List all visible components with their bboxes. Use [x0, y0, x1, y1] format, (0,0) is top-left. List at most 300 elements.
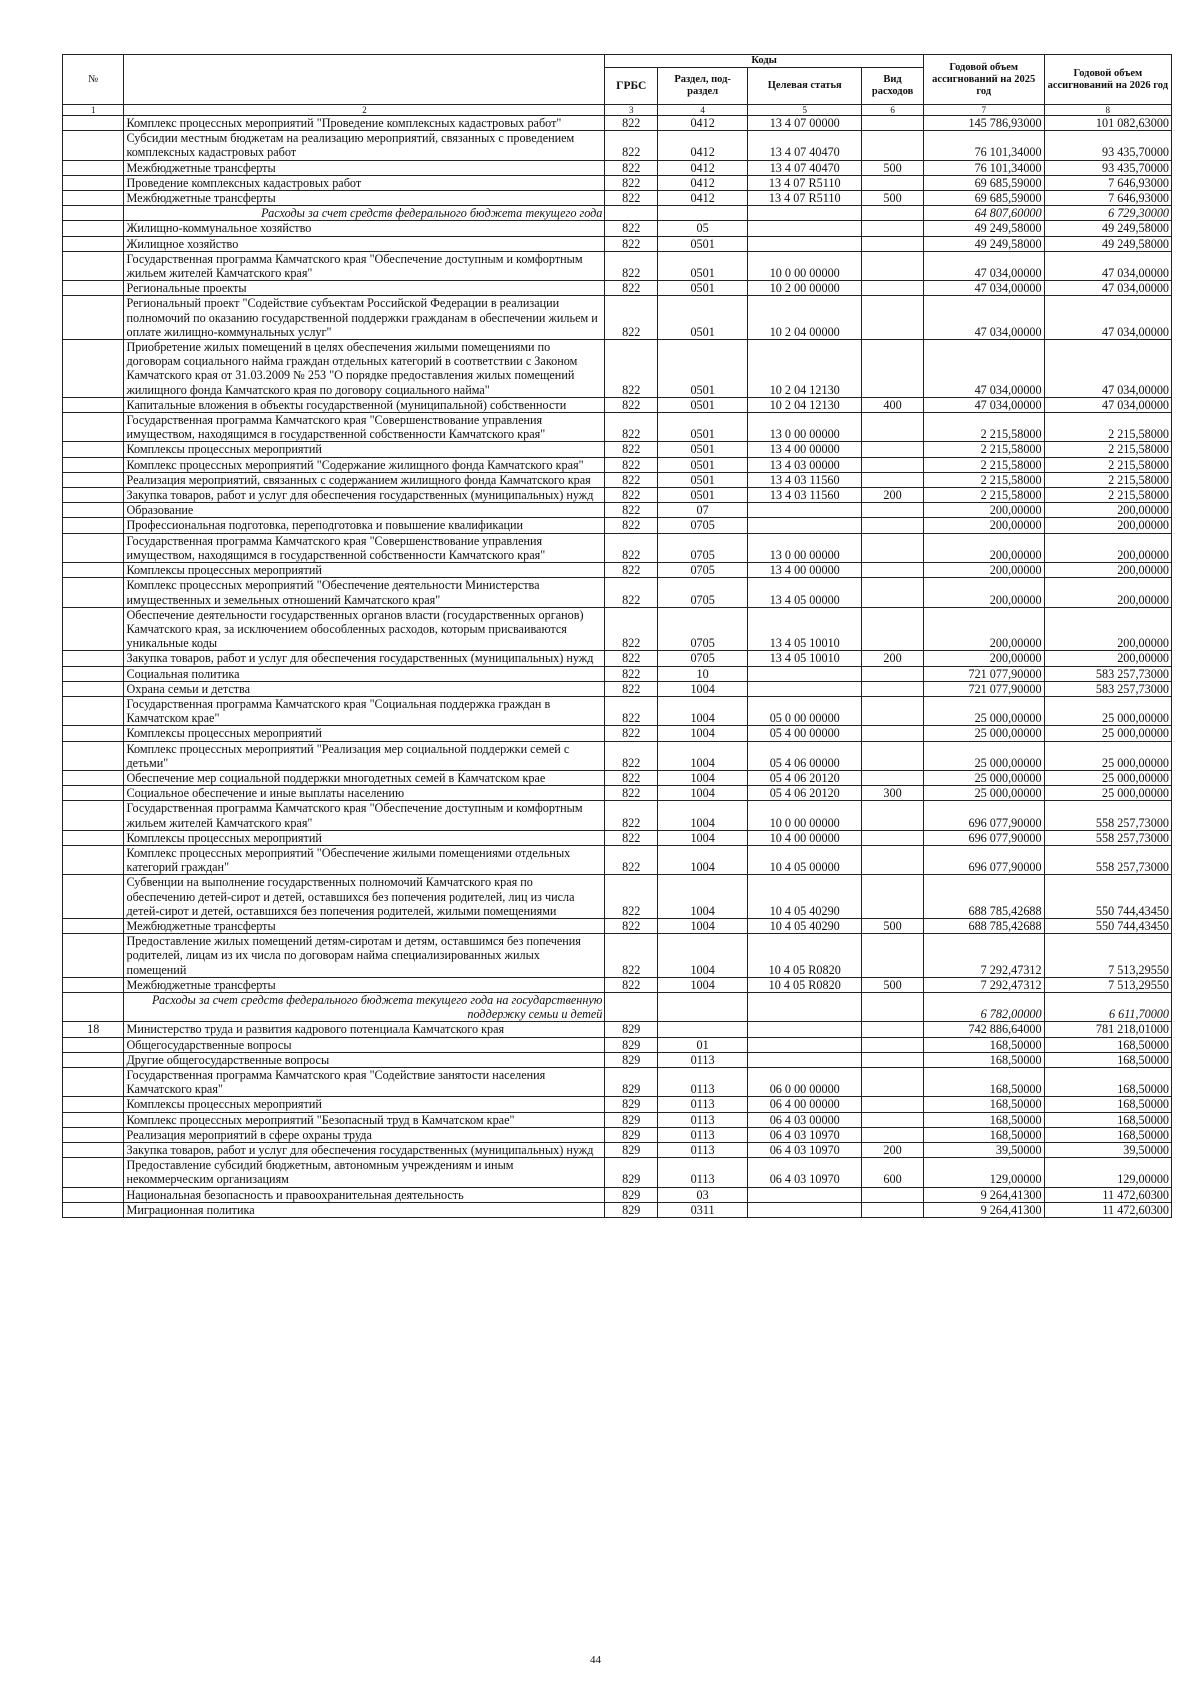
cell-amount-2025: 168,50000 — [923, 1127, 1044, 1142]
cell-number — [63, 918, 124, 933]
cell-grbs: 822 — [605, 681, 658, 696]
cell-grbs: 829 — [605, 1097, 658, 1112]
cell-razdel — [658, 1022, 748, 1037]
cell-number — [63, 457, 124, 472]
cell-expense-type — [862, 296, 923, 340]
cell-number — [63, 786, 124, 801]
cell-number — [63, 175, 124, 190]
cell-razdel: 0412 — [658, 160, 748, 175]
cell-amount-2026: 168,50000 — [1044, 1052, 1171, 1067]
cell-razdel: 10 — [658, 666, 748, 681]
cell-target-article: 10 4 05 40290 — [748, 875, 862, 919]
cell-amount-2026: 2 215,58000 — [1044, 442, 1171, 457]
cell-razdel: 0113 — [658, 1143, 748, 1158]
cell-target-article: 06 4 00 00000 — [748, 1097, 862, 1112]
cell-amount-2025: 9 264,41300 — [923, 1202, 1044, 1217]
cell-number — [63, 160, 124, 175]
cell-name: Комплексы процессных мероприятий — [124, 563, 605, 578]
table-row — [63, 116, 1172, 131]
cell-amount-2025: 49 249,58000 — [923, 236, 1044, 251]
cell-name: Субвенции на выполнение государственных полномочий Камчатского края по обеспечению детей-сирот и детей, оставшихся без попечения родителей, лиц из числа детей-сирот и детей, оставшихся без попечения родителей, жилыми помещениями — [124, 875, 605, 919]
cell-name: Государственная программа Камчатского края "Содействие занятости населения Камчатского края" — [124, 1068, 605, 1097]
cell-name: Жилищно-коммунальное хозяйство — [124, 221, 605, 236]
table-row — [63, 563, 1172, 578]
cell-amount-2025: 7 292,47312 — [923, 934, 1044, 978]
cell-name: Закупка товаров, работ и услуг для обеспечения государственных (муниципальных) нужд — [124, 488, 605, 503]
cell-number — [63, 875, 124, 919]
header-tsel: Целевая статья — [748, 68, 862, 105]
cell-grbs: 822 — [605, 845, 658, 874]
cell-razdel: 1004 — [658, 830, 748, 845]
cell-target-article — [748, 1052, 862, 1067]
cell-razdel: 1004 — [658, 977, 748, 992]
cell-expense-type: 500 — [862, 160, 923, 175]
cell-amount-2026: 25 000,00000 — [1044, 726, 1171, 741]
cell-target-article: 06 4 03 10970 — [748, 1158, 862, 1187]
cell-razdel: 0501 — [658, 488, 748, 503]
table-row — [63, 503, 1172, 518]
colnum-8: 8 — [1044, 105, 1171, 116]
cell-target-article — [748, 681, 862, 696]
cell-expense-type — [862, 1052, 923, 1067]
cell-name: Расходы за счет средств федерального бюджета текущего года — [124, 206, 605, 221]
cell-grbs: 822 — [605, 457, 658, 472]
cell-amount-2026: 2 215,58000 — [1044, 413, 1171, 442]
cell-amount-2025: 168,50000 — [923, 1097, 1044, 1112]
table-row — [63, 726, 1172, 741]
cell-name: Обеспечение мер социальной поддержки многодетных семей в Камчатском крае — [124, 770, 605, 785]
cell-amount-2026: 168,50000 — [1044, 1037, 1171, 1052]
cell-target-article: 13 4 00 00000 — [748, 442, 862, 457]
cell-razdel: 1004 — [658, 726, 748, 741]
cell-name: Межбюджетные трансферты — [124, 191, 605, 206]
cell-name: Приобретение жилых помещений в целях обеспечения жилыми помещениями по договорам социального найма граждан отдельных категорий в соответствии с Законом Камчатского края от 31.03.2009 № 253 "О порядке предоставления жилых помещений жилищного фонда Камчатского края по договору социального найма" — [124, 340, 605, 398]
cell-amount-2026: 25 000,00000 — [1044, 696, 1171, 725]
cell-amount-2026: 200,00000 — [1044, 563, 1171, 578]
cell-target-article: 10 2 00 00000 — [748, 281, 862, 296]
cell-amount-2026: 558 257,73000 — [1044, 801, 1171, 830]
cell-expense-type — [862, 830, 923, 845]
cell-number — [63, 236, 124, 251]
cell-name: Государственная программа Камчатского края "Обеспечение доступным и комфортным жильем жителей Камчатского края" — [124, 251, 605, 280]
cell-expense-type: 500 — [862, 977, 923, 992]
table-row — [63, 666, 1172, 681]
cell-target-article: 10 2 04 00000 — [748, 296, 862, 340]
cell-razdel: 1004 — [658, 918, 748, 933]
cell-amount-2025: 39,50000 — [923, 1143, 1044, 1158]
cell-expense-type — [862, 175, 923, 190]
cell-amount-2026: 11 472,60300 — [1044, 1202, 1171, 1217]
cell-amount-2026: 2 215,58000 — [1044, 472, 1171, 487]
colnum-3: 3 — [605, 105, 658, 116]
cell-number — [63, 503, 124, 518]
cell-grbs: 829 — [605, 1158, 658, 1187]
table-row — [63, 457, 1172, 472]
cell-name: Межбюджетные трансферты — [124, 977, 605, 992]
cell-amount-2026: 6 611,70000 — [1044, 992, 1171, 1021]
table-body — [63, 116, 1172, 1218]
cell-number — [63, 563, 124, 578]
cell-grbs: 822 — [605, 296, 658, 340]
cell-razdel: 03 — [658, 1187, 748, 1202]
cell-name: Закупка товаров, работ и услуг для обеспечения государственных (муниципальных) нужд — [124, 651, 605, 666]
cell-grbs: 822 — [605, 934, 658, 978]
cell-amount-2025: 200,00000 — [923, 503, 1044, 518]
cell-grbs: 829 — [605, 1037, 658, 1052]
table-row — [63, 221, 1172, 236]
cell-expense-type — [862, 875, 923, 919]
table-row — [63, 578, 1172, 607]
cell-expense-type: 500 — [862, 191, 923, 206]
header-column-numbers — [63, 105, 1172, 116]
table-row — [63, 340, 1172, 398]
cell-name: Проведение комплексных кадастровых работ — [124, 175, 605, 190]
table-row — [63, 786, 1172, 801]
cell-target-article — [748, 1022, 862, 1037]
cell-amount-2025: 6 782,00000 — [923, 992, 1044, 1021]
cell-target-article: 10 2 04 12130 — [748, 340, 862, 398]
table-row — [63, 1202, 1172, 1217]
cell-name: Жилищное хозяйство — [124, 236, 605, 251]
cell-grbs: 822 — [605, 801, 658, 830]
cell-name: Социальная политика — [124, 666, 605, 681]
cell-amount-2026: 550 744,43450 — [1044, 875, 1171, 919]
cell-amount-2026: 93 435,70000 — [1044, 131, 1171, 160]
cell-amount-2026: 550 744,43450 — [1044, 918, 1171, 933]
cell-amount-2025: 47 034,00000 — [923, 251, 1044, 280]
cell-number — [63, 296, 124, 340]
cell-amount-2025: 200,00000 — [923, 533, 1044, 562]
cell-razdel: 0501 — [658, 413, 748, 442]
cell-razdel: 1004 — [658, 845, 748, 874]
cell-expense-type — [862, 607, 923, 651]
cell-amount-2026: 6 729,30000 — [1044, 206, 1171, 221]
table-row — [63, 472, 1172, 487]
cell-razdel: 1004 — [658, 786, 748, 801]
cell-name: Министерство труда и развития кадрового потенциала Камчатского края — [124, 1022, 605, 1037]
colnum-7: 7 — [923, 105, 1044, 116]
cell-amount-2026: 39,50000 — [1044, 1143, 1171, 1158]
cell-number — [63, 1158, 124, 1187]
table-row — [63, 934, 1172, 978]
cell-amount-2025: 7 292,47312 — [923, 977, 1044, 992]
cell-name: Государственная программа Камчатского края "Обеспечение доступным и комфортным жильем жителей Камчатского края" — [124, 801, 605, 830]
table-row — [63, 296, 1172, 340]
cell-target-article: 10 4 05 40290 — [748, 918, 862, 933]
cell-target-article: 13 4 05 10010 — [748, 607, 862, 651]
cell-target-article: 13 4 03 11560 — [748, 472, 862, 487]
cell-amount-2026: 2 215,58000 — [1044, 457, 1171, 472]
cell-amount-2026: 781 218,01000 — [1044, 1022, 1171, 1037]
cell-target-article — [748, 1037, 862, 1052]
cell-target-article — [748, 206, 862, 221]
cell-number — [63, 533, 124, 562]
cell-amount-2026: 47 034,00000 — [1044, 281, 1171, 296]
cell-grbs: 822 — [605, 221, 658, 236]
cell-grbs: 822 — [605, 503, 658, 518]
cell-number — [63, 1187, 124, 1202]
cell-grbs: 822 — [605, 786, 658, 801]
header-year-2026: Годовой объем ассигнований на 2026 год — [1044, 55, 1171, 105]
cell-amount-2026: 558 257,73000 — [1044, 830, 1171, 845]
table-row — [63, 1097, 1172, 1112]
table-row — [63, 1037, 1172, 1052]
cell-grbs: 822 — [605, 488, 658, 503]
cell-expense-type — [862, 666, 923, 681]
cell-razdel: 07 — [658, 503, 748, 518]
cell-number — [63, 726, 124, 741]
cell-number — [63, 1127, 124, 1142]
table-row — [63, 875, 1172, 919]
cell-target-article — [748, 666, 862, 681]
cell-target-article — [748, 503, 862, 518]
header-name — [124, 55, 605, 105]
cell-amount-2026: 49 249,58000 — [1044, 236, 1171, 251]
cell-amount-2025: 2 215,58000 — [923, 457, 1044, 472]
cell-grbs: 822 — [605, 340, 658, 398]
cell-expense-type — [862, 1097, 923, 1112]
cell-target-article: 05 4 06 00000 — [748, 741, 862, 770]
cell-grbs: 822 — [605, 666, 658, 681]
cell-expense-type — [862, 696, 923, 725]
cell-grbs: 822 — [605, 236, 658, 251]
cell-target-article: 05 4 06 20120 — [748, 770, 862, 785]
cell-amount-2026: 200,00000 — [1044, 607, 1171, 651]
cell-number — [63, 681, 124, 696]
header-grbs: ГРБС — [605, 68, 658, 105]
cell-number — [63, 934, 124, 978]
cell-expense-type — [862, 845, 923, 874]
cell-amount-2026: 168,50000 — [1044, 1127, 1171, 1142]
cell-expense-type: 200 — [862, 488, 923, 503]
cell-target-article — [748, 992, 862, 1021]
cell-name: Расходы за счет средств федерального бюджета текущего года на государственную поддержку семьи и детей — [124, 992, 605, 1021]
cell-grbs: 822 — [605, 875, 658, 919]
cell-name: Комплекс процессных мероприятий "Проведение комплексных кадастровых работ" — [124, 116, 605, 131]
cell-amount-2025: 200,00000 — [923, 578, 1044, 607]
cell-grbs: 822 — [605, 741, 658, 770]
cell-grbs: 822 — [605, 607, 658, 651]
cell-razdel: 0113 — [658, 1052, 748, 1067]
cell-amount-2026: 47 034,00000 — [1044, 296, 1171, 340]
cell-expense-type — [862, 681, 923, 696]
cell-amount-2025: 2 215,58000 — [923, 442, 1044, 457]
cell-razdel: 0501 — [658, 472, 748, 487]
cell-razdel: 0501 — [658, 251, 748, 280]
cell-expense-type: 200 — [862, 651, 923, 666]
cell-name: Региональные проекты — [124, 281, 605, 296]
cell-razdel: 1004 — [658, 934, 748, 978]
cell-razdel: 0412 — [658, 175, 748, 190]
cell-target-article — [748, 518, 862, 533]
cell-razdel: 0412 — [658, 116, 748, 131]
colnum-1: 1 — [63, 105, 124, 116]
cell-name: Субсидии местным бюджетам на реализацию мероприятий, связанных с проведением комплексных кадастровых работ — [124, 131, 605, 160]
cell-number — [63, 770, 124, 785]
cell-grbs: 829 — [605, 1068, 658, 1097]
cell-grbs: 822 — [605, 191, 658, 206]
cell-target-article: 05 4 06 20120 — [748, 786, 862, 801]
cell-amount-2026: 49 249,58000 — [1044, 221, 1171, 236]
cell-razdel: 1004 — [658, 681, 748, 696]
cell-amount-2025: 76 101,34000 — [923, 160, 1044, 175]
cell-amount-2026: 200,00000 — [1044, 518, 1171, 533]
cell-amount-2025: 688 785,42688 — [923, 875, 1044, 919]
cell-amount-2025: 721 077,90000 — [923, 666, 1044, 681]
cell-razdel: 0113 — [658, 1112, 748, 1127]
cell-amount-2026: 168,50000 — [1044, 1097, 1171, 1112]
cell-grbs: 822 — [605, 918, 658, 933]
cell-name: Профессиональная подготовка, переподготовка и повышение квалификации — [124, 518, 605, 533]
cell-name: Закупка товаров, работ и услуг для обеспечения государственных (муниципальных) нужд — [124, 1143, 605, 1158]
cell-amount-2025: 64 807,60000 — [923, 206, 1044, 221]
cell-number — [63, 221, 124, 236]
cell-name: Комплекс процессных мероприятий "Безопасный труд в Камчатском крае" — [124, 1112, 605, 1127]
table-row — [63, 1143, 1172, 1158]
cell-razdel: 0501 — [658, 281, 748, 296]
cell-target-article: 13 4 07 R5110 — [748, 191, 862, 206]
cell-expense-type — [862, 1022, 923, 1037]
cell-expense-type: 200 — [862, 1143, 923, 1158]
cell-target-article: 06 0 00 00000 — [748, 1068, 862, 1097]
table-row — [63, 1187, 1172, 1202]
cell-number — [63, 1112, 124, 1127]
cell-name: Государственная программа Камчатского края "Социальная поддержка граждан в Камчатском крае" — [124, 696, 605, 725]
cell-name: Комплекс процессных мероприятий "Обеспечение деятельности Министерства имущественных и земельных отношений Камчатского края" — [124, 578, 605, 607]
cell-target-article — [748, 221, 862, 236]
cell-razdel: 0705 — [658, 651, 748, 666]
colnum-2: 2 — [124, 105, 605, 116]
cell-name: Региональный проект "Содействие субъектам Российской Федерации в реализации полномочий по оказанию государственной поддержки гражданам в обеспечении жильем и оплате жилищно-коммунальных услуг" — [124, 296, 605, 340]
cell-expense-type — [862, 563, 923, 578]
cell-amount-2025: 200,00000 — [923, 518, 1044, 533]
table-row — [63, 533, 1172, 562]
cell-expense-type — [862, 1127, 923, 1142]
cell-expense-type — [862, 741, 923, 770]
cell-amount-2025: 47 034,00000 — [923, 281, 1044, 296]
cell-grbs: 822 — [605, 977, 658, 992]
cell-razdel: 0705 — [658, 533, 748, 562]
cell-expense-type — [862, 1187, 923, 1202]
cell-amount-2025: 47 034,00000 — [923, 340, 1044, 398]
cell-amount-2026: 558 257,73000 — [1044, 845, 1171, 874]
cell-amount-2025: 69 685,59000 — [923, 175, 1044, 190]
cell-grbs: 822 — [605, 578, 658, 607]
cell-target-article: 06 4 03 10970 — [748, 1127, 862, 1142]
cell-number — [63, 741, 124, 770]
cell-amount-2025: 25 000,00000 — [923, 786, 1044, 801]
cell-expense-type — [862, 801, 923, 830]
cell-target-article: 05 0 00 00000 — [748, 696, 862, 725]
cell-name: Национальная безопасность и правоохранительная деятельность — [124, 1187, 605, 1202]
cell-amount-2026: 47 034,00000 — [1044, 397, 1171, 412]
cell-amount-2025: 200,00000 — [923, 607, 1044, 651]
cell-amount-2025: 47 034,00000 — [923, 397, 1044, 412]
cell-number — [63, 191, 124, 206]
cell-number — [63, 1202, 124, 1217]
colnum-4: 4 — [658, 105, 748, 116]
cell-target-article: 13 0 00 00000 — [748, 413, 862, 442]
cell-amount-2026: 7 513,29550 — [1044, 977, 1171, 992]
table-row — [63, 845, 1172, 874]
cell-expense-type: 600 — [862, 1158, 923, 1187]
cell-target-article: 13 4 07 00000 — [748, 116, 862, 131]
cell-expense-type — [862, 992, 923, 1021]
cell-amount-2026: 11 472,60300 — [1044, 1187, 1171, 1202]
cell-target-article: 13 4 00 00000 — [748, 563, 862, 578]
cell-amount-2025: 200,00000 — [923, 563, 1044, 578]
cell-amount-2026: 7 646,93000 — [1044, 175, 1171, 190]
cell-expense-type — [862, 251, 923, 280]
cell-amount-2026: 200,00000 — [1044, 578, 1171, 607]
cell-amount-2026: 200,00000 — [1044, 503, 1171, 518]
table-row — [63, 518, 1172, 533]
cell-name: Реализация мероприятий в сфере охраны труда — [124, 1127, 605, 1142]
cell-amount-2025: 25 000,00000 — [923, 741, 1044, 770]
cell-amount-2025: 129,00000 — [923, 1158, 1044, 1187]
table-row — [63, 830, 1172, 845]
cell-expense-type — [862, 472, 923, 487]
cell-grbs: 822 — [605, 131, 658, 160]
cell-grbs — [605, 206, 658, 221]
cell-amount-2025: 76 101,34000 — [923, 131, 1044, 160]
cell-razdel: 1004 — [658, 770, 748, 785]
cell-expense-type — [862, 1068, 923, 1097]
cell-expense-type — [862, 206, 923, 221]
cell-grbs: 822 — [605, 281, 658, 296]
cell-grbs: 822 — [605, 533, 658, 562]
cell-razdel: 0113 — [658, 1097, 748, 1112]
cell-razdel: 1004 — [658, 741, 748, 770]
cell-target-article: 10 4 05 R0820 — [748, 977, 862, 992]
cell-number: 18 — [63, 1022, 124, 1037]
cell-target-article — [748, 1202, 862, 1217]
colnum-5: 5 — [748, 105, 862, 116]
cell-grbs: 822 — [605, 442, 658, 457]
cell-amount-2026: 47 034,00000 — [1044, 251, 1171, 280]
cell-razdel: 0412 — [658, 191, 748, 206]
cell-amount-2025: 49 249,58000 — [923, 221, 1044, 236]
cell-razdel: 0705 — [658, 563, 748, 578]
header-num: № — [63, 55, 124, 105]
cell-name: Межбюджетные трансферты — [124, 918, 605, 933]
cell-razdel: 0501 — [658, 457, 748, 472]
cell-amount-2025: 200,00000 — [923, 651, 1044, 666]
page-number: 44 — [590, 1654, 601, 1666]
cell-target-article: 10 2 04 12130 — [748, 397, 862, 412]
cell-razdel: 01 — [658, 1037, 748, 1052]
cell-razdel: 0705 — [658, 518, 748, 533]
table-row — [63, 918, 1172, 933]
ministry-row — [63, 1022, 1172, 1037]
cell-target-article: 10 4 00 00000 — [748, 830, 862, 845]
cell-name: Комплекс процессных мероприятий "Содержание жилищного фонда Камчатского края" — [124, 457, 605, 472]
header-vid: Вид расходов — [862, 68, 923, 105]
header-codes: Коды — [605, 55, 923, 68]
cell-razdel: 0113 — [658, 1158, 748, 1187]
cell-amount-2025: 145 786,93000 — [923, 116, 1044, 131]
cell-grbs: 829 — [605, 1052, 658, 1067]
cell-name: Комплексы процессных мероприятий — [124, 830, 605, 845]
cell-grbs: 829 — [605, 1127, 658, 1142]
cell-number — [63, 830, 124, 845]
table-row — [63, 696, 1172, 725]
cell-expense-type — [862, 413, 923, 442]
cell-number — [63, 666, 124, 681]
cell-number — [63, 1068, 124, 1097]
cell-name: Капитальные вложения в объекты государственной (муниципальной) собственности — [124, 397, 605, 412]
header-row-top — [63, 55, 1172, 68]
